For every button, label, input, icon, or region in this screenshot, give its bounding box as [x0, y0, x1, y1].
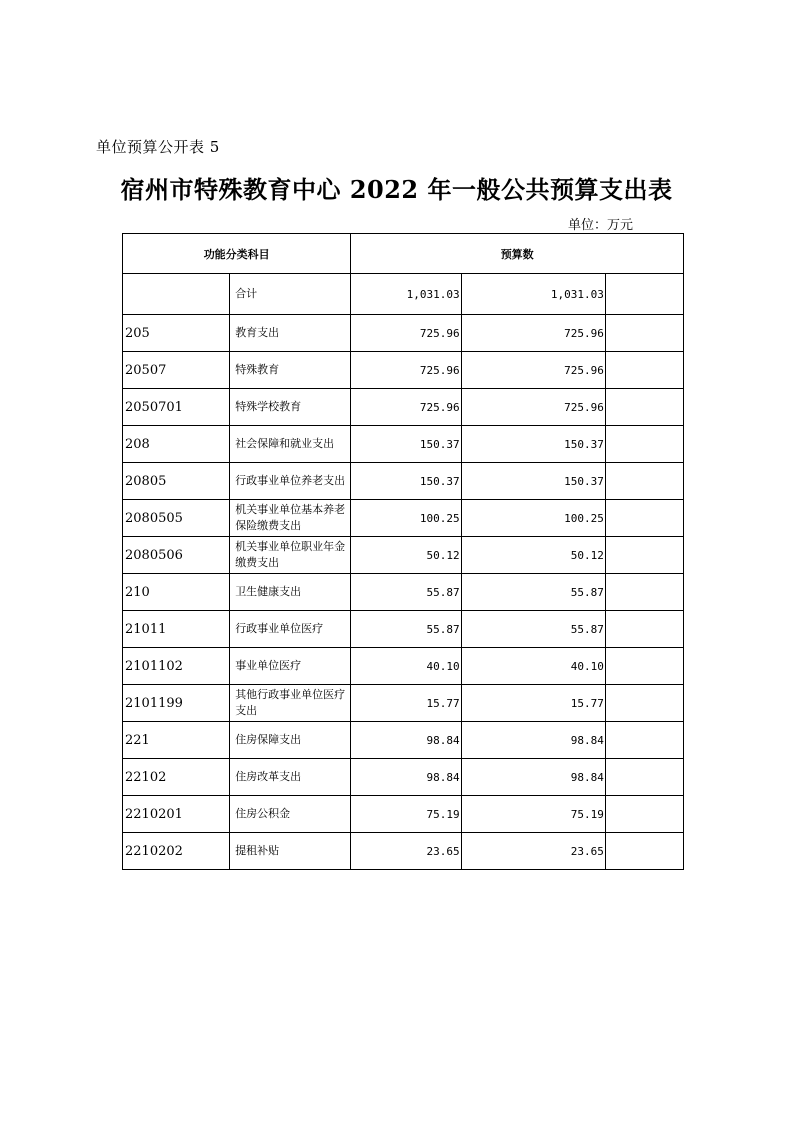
- code-cell: 2080505: [123, 500, 230, 537]
- amount-cell: 100.25: [351, 500, 461, 537]
- budget-table-body: [123, 234, 684, 870]
- extra-cell: [605, 574, 683, 611]
- total-amount2-cell: 1,031.03: [461, 274, 605, 315]
- table-row: [123, 352, 684, 389]
- table-row: [123, 315, 684, 352]
- table-row: [123, 722, 684, 759]
- name-cell: 特殊学校教育: [230, 389, 351, 426]
- table-row: [123, 611, 684, 648]
- extra-cell: [605, 463, 683, 500]
- table-header-row: [123, 234, 684, 274]
- table-row: [123, 685, 684, 722]
- total-amount-cell: 1,031.03: [351, 274, 461, 315]
- amount-cell: 15.77: [351, 685, 461, 722]
- code-cell: 210: [123, 574, 230, 611]
- code-cell: 221: [123, 722, 230, 759]
- amount2-cell: 150.37: [461, 463, 605, 500]
- code-cell: 22102: [123, 759, 230, 796]
- amount2-cell: 725.96: [461, 389, 605, 426]
- amount2-cell: 15.77: [461, 685, 605, 722]
- extra-cell: [605, 537, 683, 574]
- amount2-cell: 98.84: [461, 759, 605, 796]
- code-cell: 2080506: [123, 537, 230, 574]
- amount2-cell: 55.87: [461, 574, 605, 611]
- amount-cell: 40.10: [351, 648, 461, 685]
- total-name-cell: 合计: [230, 274, 351, 315]
- code-cell: 2101102: [123, 648, 230, 685]
- code-cell: 20507: [123, 352, 230, 389]
- amount-cell: 23.65: [351, 833, 461, 870]
- code-cell: 2210201: [123, 796, 230, 833]
- name-cell: 其他行政事业单位医疗支出: [230, 685, 351, 722]
- amount-cell: 725.96: [351, 352, 461, 389]
- amount-cell: 150.37: [351, 463, 461, 500]
- amount2-cell: 23.65: [461, 833, 605, 870]
- extra-cell: [605, 352, 683, 389]
- header-category: 功能分类科目: [123, 234, 351, 274]
- code-cell: 21011: [123, 611, 230, 648]
- unit-label: 单位：万元: [568, 218, 634, 233]
- name-cell: 特殊教育: [230, 352, 351, 389]
- code-cell: 20805: [123, 463, 230, 500]
- total-code-cell: [123, 274, 230, 315]
- code-cell: 205: [123, 315, 230, 352]
- extra-cell: [605, 759, 683, 796]
- budget-table: [122, 233, 684, 870]
- amount2-cell: 40.10: [461, 648, 605, 685]
- name-cell: 机关事业单位基本养老保险缴费支出: [230, 500, 351, 537]
- table-row: [123, 833, 684, 870]
- name-cell: 住房保障支出: [230, 722, 351, 759]
- amount-cell: 150.37: [351, 426, 461, 463]
- code-cell: 2210202: [123, 833, 230, 870]
- amount-cell: 725.96: [351, 389, 461, 426]
- name-cell: 卫生健康支出: [230, 574, 351, 611]
- amount2-cell: 50.12: [461, 537, 605, 574]
- amount2-cell: 55.87: [461, 611, 605, 648]
- document-label: 单位预算公开表 5: [96, 138, 220, 156]
- page-title: 宿州市特殊教育中心 2022 年一般公共预算支出表: [120, 175, 673, 204]
- extra-cell: [605, 315, 683, 352]
- amount2-cell: 75.19: [461, 796, 605, 833]
- header-budget: 预算数: [351, 234, 684, 274]
- amount2-cell: 725.96: [461, 315, 605, 352]
- name-cell: 机关事业单位职业年金缴费支出: [230, 537, 351, 574]
- table-row: [123, 389, 684, 426]
- name-cell: 行政事业单位医疗: [230, 611, 351, 648]
- amount-cell: 98.84: [351, 759, 461, 796]
- table-row: [123, 648, 684, 685]
- amount2-cell: 150.37: [461, 426, 605, 463]
- total-row: [123, 274, 684, 315]
- extra-cell: [605, 833, 683, 870]
- name-cell: 社会保障和就业支出: [230, 426, 351, 463]
- name-cell: 住房公积金: [230, 796, 351, 833]
- table-row: [123, 500, 684, 537]
- table-row: [123, 537, 684, 574]
- extra-cell: [605, 722, 683, 759]
- amount2-cell: 725.96: [461, 352, 605, 389]
- amount-cell: 725.96: [351, 315, 461, 352]
- table-row: [123, 796, 684, 833]
- amount-cell: 50.12: [351, 537, 461, 574]
- extra-cell: [605, 796, 683, 833]
- amount-cell: 55.87: [351, 611, 461, 648]
- amount-cell: 55.87: [351, 574, 461, 611]
- name-cell: 行政事业单位养老支出: [230, 463, 351, 500]
- name-cell: 提租补贴: [230, 833, 351, 870]
- code-cell: 2101199: [123, 685, 230, 722]
- code-cell: 2050701: [123, 389, 230, 426]
- name-cell: 事业单位医疗: [230, 648, 351, 685]
- name-cell: 住房改革支出: [230, 759, 351, 796]
- table-row: [123, 426, 684, 463]
- amount-cell: 75.19: [351, 796, 461, 833]
- extra-cell: [605, 611, 683, 648]
- table-row: [123, 463, 684, 500]
- extra-cell: [605, 389, 683, 426]
- table-row: [123, 759, 684, 796]
- extra-cell: [605, 500, 683, 537]
- amount-cell: 98.84: [351, 722, 461, 759]
- name-cell: 教育支出: [230, 315, 351, 352]
- amount2-cell: 98.84: [461, 722, 605, 759]
- total-extra-cell: [605, 274, 683, 315]
- extra-cell: [605, 685, 683, 722]
- table-row: [123, 574, 684, 611]
- extra-cell: [605, 648, 683, 685]
- amount2-cell: 100.25: [461, 500, 605, 537]
- extra-cell: [605, 426, 683, 463]
- code-cell: 208: [123, 426, 230, 463]
